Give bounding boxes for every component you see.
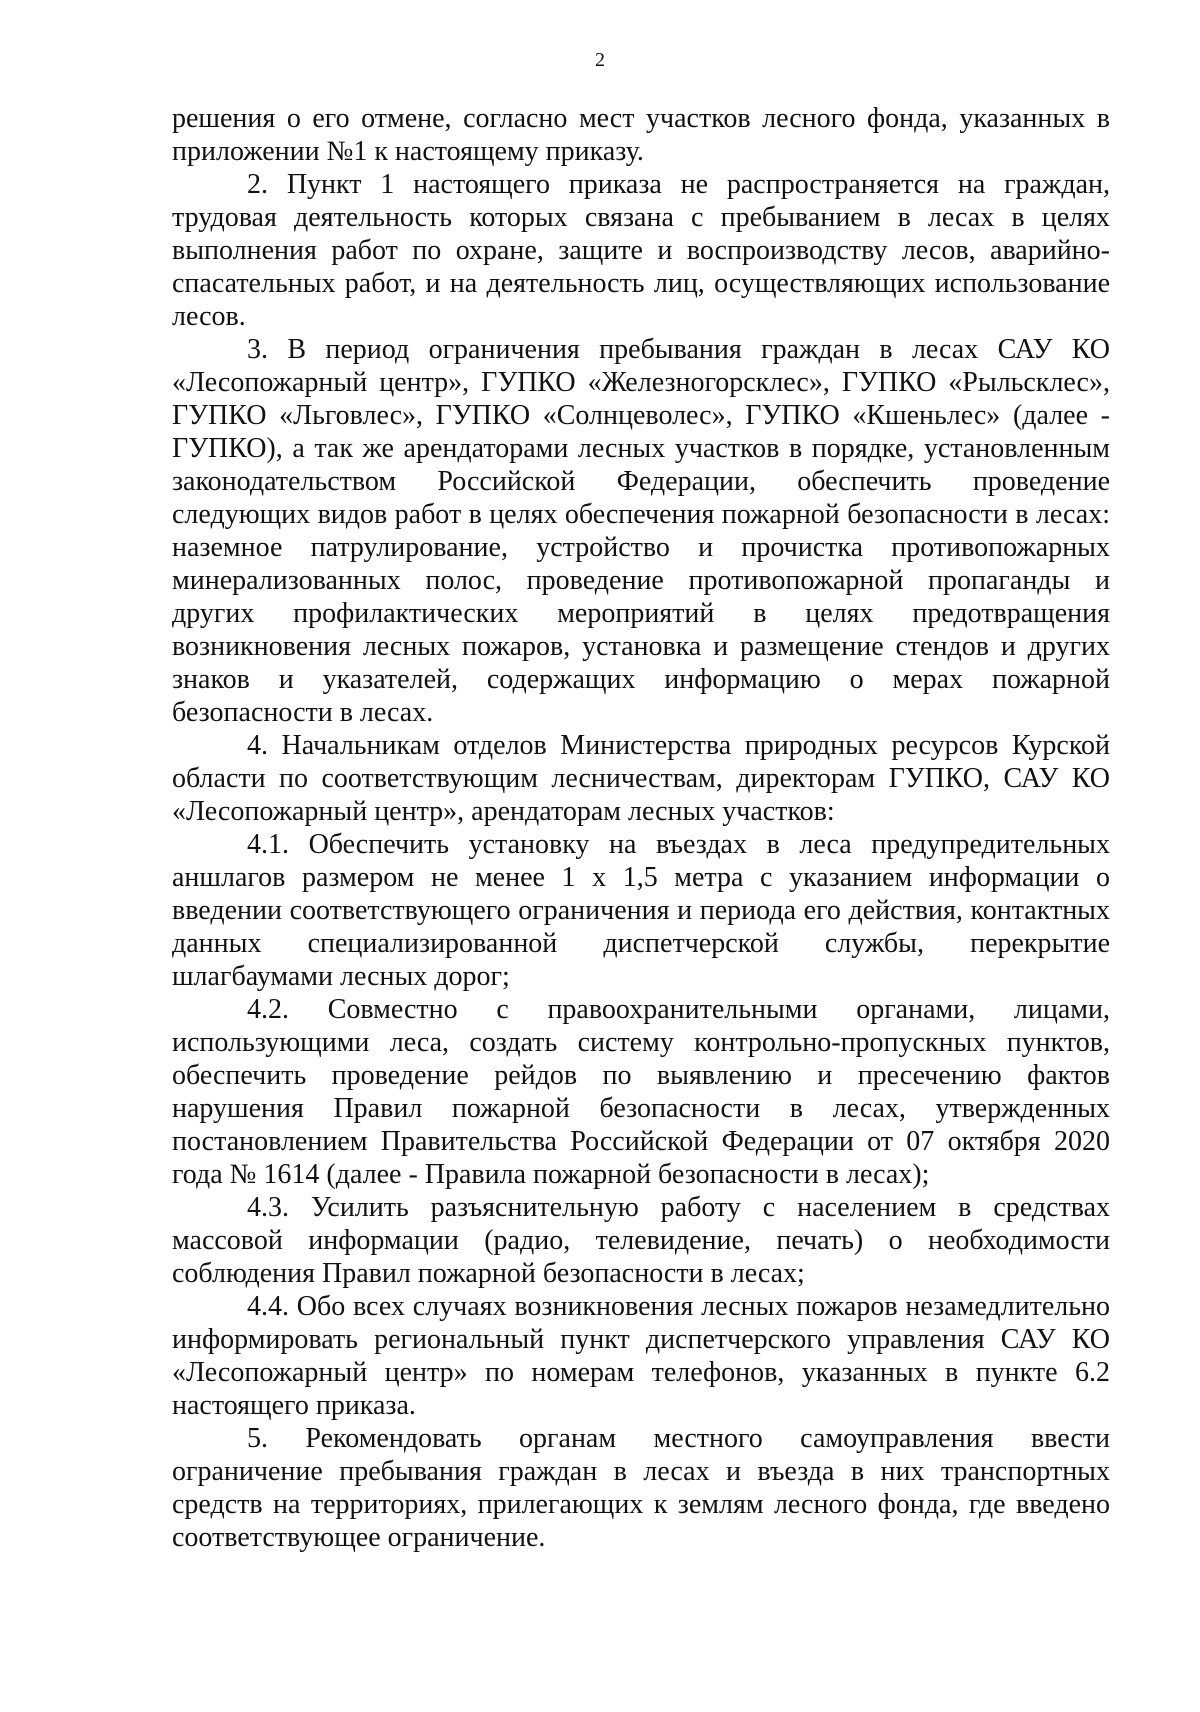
paragraph-4-1: 4.1. Обеспечить установку на въездах в леса предупредительных аншлагов размером не менее 1 х 1,5 метра с указанием информации о введении соответствующего ограничения и периода его действия, контактных данных специализированной диспетчерской службы, перекрытие шлагбаумами лесных дорог; — [172, 829, 1110, 992]
paragraph-4-3: 4.3. Усилить разъяснительную работу с населением в средствах массовой информации (радио, телевидение, печать) о необходимости соблюдения Правил пожарной безопасности в лесах; — [172, 1192, 1110, 1289]
paragraph-5: 5. Рекомендовать органам местного самоуправления ввести ограничение пребывания граждан в лесах и въезда в них транспортных средств на территориях, прилегающих к землям лесного фонда, где введено соответствующее ограничение. — [172, 1423, 1110, 1553]
page-number: 2 — [595, 49, 605, 71]
document-body — [172, 102, 1110, 1554]
paragraph-4-4: 4.4. Обо всех случаях возникновения лесных пожаров незамедлительно информировать региональный пункт диспетчерского управления САУ КО «Лесопожарный центр» по номерам телефонов, указанных в пункте 6.2 настоящего приказа. — [172, 1291, 1110, 1421]
paragraph-3: 3. В период ограничения пребывания граждан в лесах САУ КО «Лесопожарный центр», ГУПКО «Железногорсклес», ГУПКО «Рыльсклес», ГУПКО «Льговлес», ГУПКО «Солнцеволес», ГУПКО «Кшеньлес» (далее - ГУПКО), а так же арендаторами лесных участков в порядке, установленным законодательством Российской Федерации, обеспечить проведение следующих видов работ в целях обеспечения пожарной безопасности в лесах: наземное патрулирование, устройство и прочистка противопожарных минерализованных полос, проведение противопожарной пропаганды и других профилактических мероприятий в целях предотвращения возникновения лесных пожаров, установка и размещение стендов и других знаков и указателей, содержащих информацию о мерах пожарной безопасности в лесах. — [172, 334, 1110, 728]
paragraph-4: 4. Начальникам отделов Министерства природных ресурсов Курской области по соответствующим лесничествам, директорам ГУПКО, САУ КО «Лесопожарный центр», арендаторам лесных участков: — [172, 730, 1110, 827]
paragraph-continuation: решения о его отмене, согласно мест участков лесного фонда, указанных в приложении №1 к настоящему приказу. — [172, 103, 1110, 167]
paragraph-2: 2. Пункт 1 настоящего приказа не распространяется на граждан, трудовая деятельность которых связана с пребыванием в лесах в целях выполнения работ по охране, защите и воспроизводству лесов, аварийно-спасательных работ, и на деятельность лиц, осуществляющих использование лесов. — [172, 169, 1110, 332]
paragraph-4-2: 4.2. Совместно с правоохранительными органами, лицами, использующими леса, создать систему контрольно-пропускных пунктов, обеспечить проведение рейдов по выявлению и пресечению фактов нарушения Правил пожарной безопасности в лесах, утвержденных постановлением Правительства Российской Федерации от 07 октября 2020 года № 1614 (далее - Правила пожарной безопасности в лесах); — [172, 994, 1110, 1190]
